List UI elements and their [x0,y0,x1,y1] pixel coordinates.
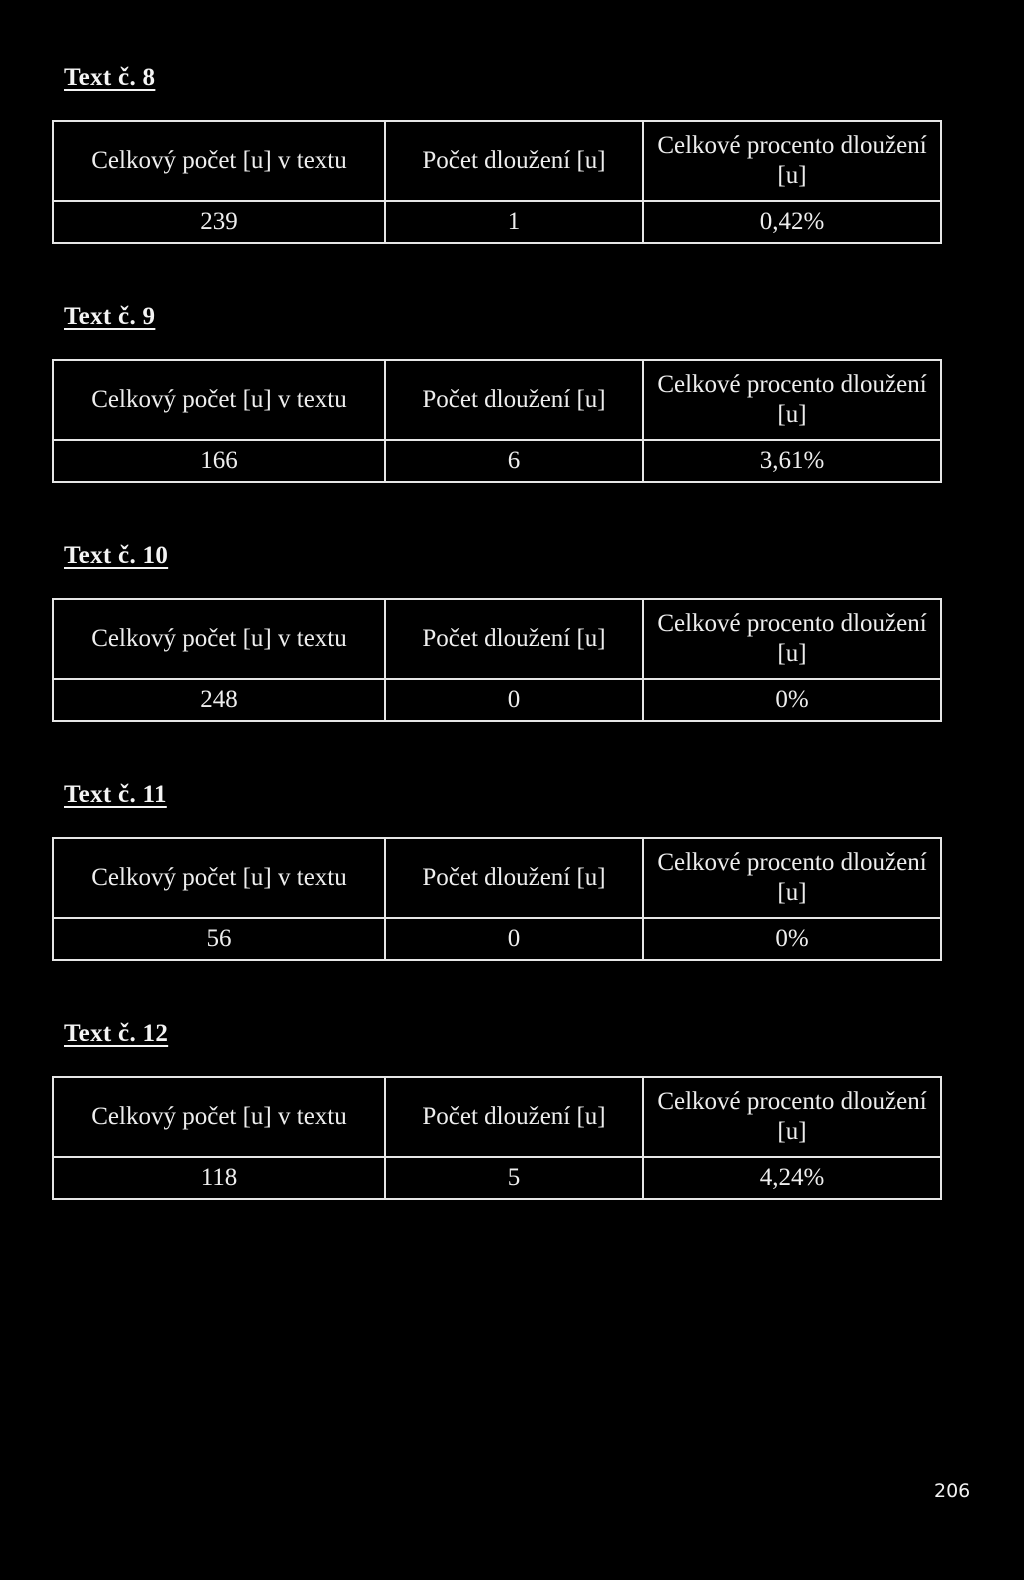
table-header-row [53,1077,941,1157]
stats-table [52,1076,942,1200]
value-lengthening-count: 0 [385,679,643,721]
value-lengthening-count: 5 [385,1157,643,1199]
value-total-count: 56 [53,918,385,960]
page-number: 206 [934,1480,971,1502]
stats-table [52,598,942,722]
value-total-count: 166 [53,440,385,482]
table-row [53,1157,941,1199]
table-header-row [53,838,941,918]
header-total-percent: Celkové procento dloužení [u] [643,360,941,440]
section-title: Text č. 12 [64,1020,169,1047]
header-total-count: Celkový počet [u] v textu [53,838,385,918]
header-total-percent: Celkové procento dloužení [u] [643,121,941,201]
table-row [53,679,941,721]
table-header-row [53,121,941,201]
value-lengthening-count: 0 [385,918,643,960]
value-total-percent: 4,24% [643,1157,941,1199]
value-total-percent: 0% [643,679,941,721]
table-row [53,440,941,482]
value-total-count: 239 [53,201,385,243]
stats-table [52,359,942,483]
header-total-count: Celkový počet [u] v textu [53,360,385,440]
header-lengthening-count: Počet dloužení [u] [385,599,643,679]
section-title: Text č. 10 [64,542,169,569]
section-title: Text č. 11 [64,781,167,808]
header-total-count: Celkový počet [u] v textu [53,599,385,679]
header-lengthening-count: Počet dloužení [u] [385,360,643,440]
header-total-count: Celkový počet [u] v textu [53,1077,385,1157]
value-lengthening-count: 1 [385,201,643,243]
header-lengthening-count: Počet dloužení [u] [385,1077,643,1157]
header-lengthening-count: Počet dloužení [u] [385,121,643,201]
value-lengthening-count: 6 [385,440,643,482]
header-total-percent: Celkové procento dloužení [u] [643,1077,941,1157]
section-title: Text č. 9 [64,303,156,330]
table-header-row [53,360,941,440]
header-total-percent: Celkové procento dloužení [u] [643,838,941,918]
value-total-count: 118 [53,1157,385,1199]
value-total-percent: 3,61% [643,440,941,482]
table-header-row [53,599,941,679]
stats-table [52,120,942,244]
stats-table [52,837,942,961]
value-total-percent: 0% [643,918,941,960]
header-total-percent: Celkové procento dloužení [u] [643,599,941,679]
header-total-count: Celkový počet [u] v textu [53,121,385,201]
value-total-percent: 0,42% [643,201,941,243]
table-row [53,918,941,960]
table-row [53,201,941,243]
section-title: Text č. 8 [64,64,156,91]
value-total-count: 248 [53,679,385,721]
header-lengthening-count: Počet dloužení [u] [385,838,643,918]
